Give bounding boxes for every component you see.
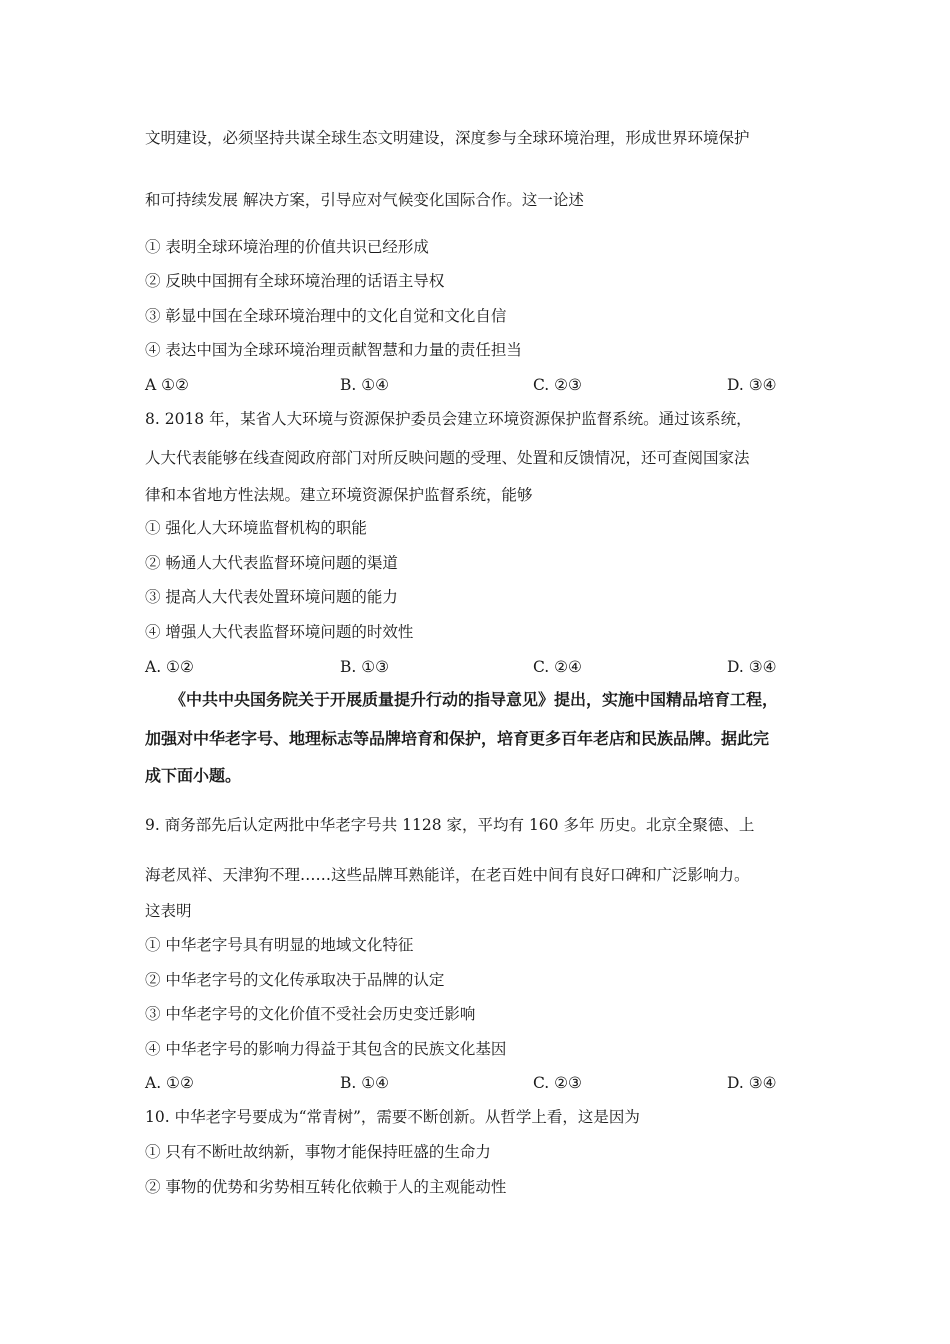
q7-item-1: ① 表明全球环境治理的价值共识已经形成	[145, 238, 429, 256]
q10-stem-line-1: 10. 中华老字号要成为“常青树”，需要不断创新。从哲学上看，这是因为	[145, 1108, 640, 1126]
q9-stem-line-3: 这表明	[145, 902, 192, 920]
q7-option-c: C. ②③	[533, 376, 582, 394]
q9-item-1: ① 中华老字号具有明显的地域文化特征	[145, 936, 414, 954]
q8-stem-line-3: 律和本省地方性法规。建立环境资源保护监督系统，能够	[145, 486, 533, 504]
q7-stem-line-2: 和可持续发展 解决方案，引导应对气候变化国际合作。这一论述	[145, 191, 584, 209]
q8-item-3: ③ 提高人大代表处置环境问题的能力	[145, 588, 398, 606]
q8-option-b: B. ①③	[340, 658, 390, 676]
q10-item-2: ② 事物的优势和劣势相互转化依赖于人的主观能动性	[145, 1178, 507, 1196]
q9-option-a: A. ①②	[145, 1074, 194, 1092]
q7-option-d: D. ③④	[727, 376, 777, 394]
q10-item-1: ① 只有不断吐故纳新，事物才能保持旺盛的生命力	[145, 1143, 491, 1161]
q9-stem-line-1: 9. 商务部先后认定两批中华老字号共 1128 家，平均有 160 多年 历史。北京全聚德、上	[145, 816, 755, 834]
material-line-3: 成下面小题。	[145, 766, 242, 785]
q9-option-b: B. ①④	[340, 1074, 390, 1092]
q7-item-3: ③ 彰显中国在全球环境治理中的文化自觉和文化自信	[145, 307, 507, 325]
q9-option-d: D. ③④	[727, 1074, 777, 1092]
q7-item-2: ② 反映中国拥有全球环境治理的话语主导权	[145, 272, 445, 290]
q9-option-c: C. ②③	[533, 1074, 582, 1092]
q8-option-d: D. ③④	[727, 658, 777, 676]
q7-item-4: ④ 表达中国为全球环境治理贡献智慧和力量的责任担当	[145, 341, 522, 359]
q7-option-b: B. ①④	[340, 376, 390, 394]
q9-item-3: ③ 中华老字号的文化价值不受社会历史变迁影响	[145, 1005, 476, 1023]
material-line-2: 加强对中华老字号、地理标志等品牌培育和保护，培育更多百年老店和民族品牌。据此完	[145, 729, 770, 748]
q9-item-4: ④ 中华老字号的影响力得益于其包含的民族文化基因	[145, 1040, 507, 1058]
q8-item-1: ① 强化人大环境监督机构的职能	[145, 519, 367, 537]
q7-stem-line-1: 文明建设，必须坚持共谋全球生态文明建设，深度参与全球环境治理，形成世界环境保护	[145, 129, 750, 147]
q9-stem-line-2: 海老凤祥、天津狗不理……这些品牌耳熟能详，在老百姓中间有良好口碑和广泛影响力。	[145, 866, 750, 884]
q8-stem-line-2: 人大代表能够在线查阅政府部门对所反映问题的受理、处置和反馈情况，还可查阅国家法	[145, 449, 750, 467]
q9-item-2: ② 中华老字号的文化传承取决于品牌的认定	[145, 971, 445, 989]
q7-option-a: A ①②	[145, 376, 189, 394]
q8-item-2: ② 畅通人大代表监督环境问题的渠道	[145, 554, 398, 572]
q8-option-a: A. ①②	[145, 658, 194, 676]
q8-stem-line-1: 8. 2018 年，某省人大环境与资源保护委员会建立环境资源保护监督系统。通过该系统，	[145, 410, 752, 428]
material-line-1: 《中共中央国务院关于开展质量提升行动的指导意见》提出，实施中国精品培育工程，	[170, 690, 779, 709]
q8-option-c: C. ②④	[533, 658, 582, 676]
q8-item-4: ④ 增强人大代表监督环境问题的时效性	[145, 623, 414, 641]
